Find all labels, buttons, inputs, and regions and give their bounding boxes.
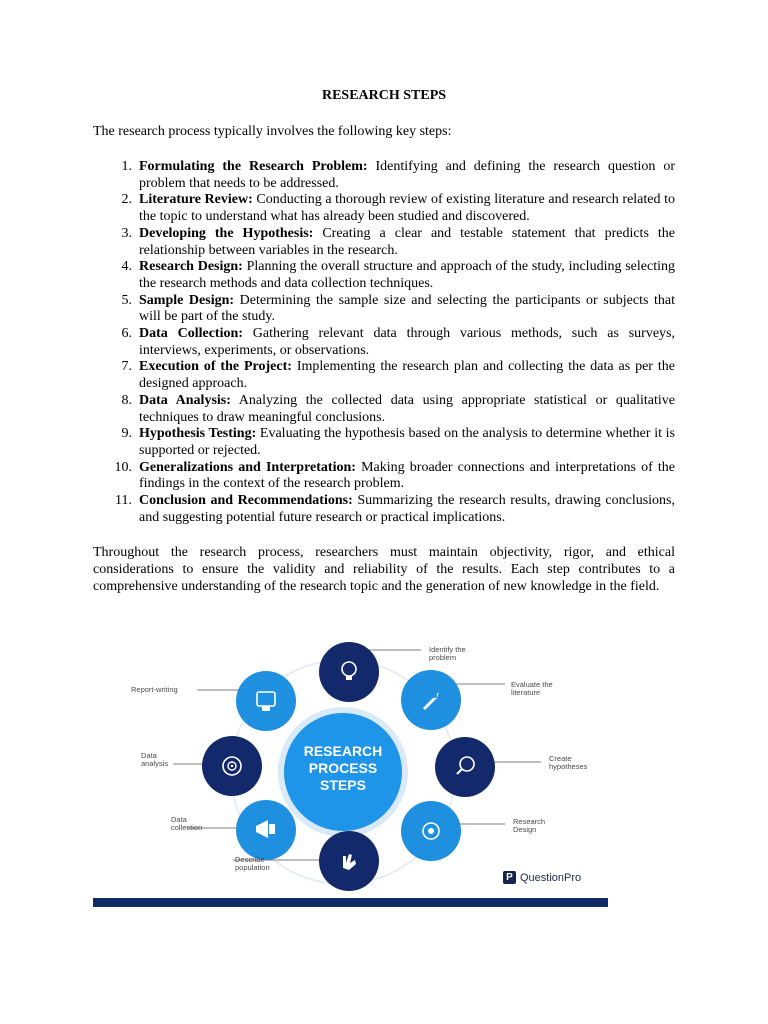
figure-bottom-bar [93, 898, 608, 907]
step-description: Conducting a thorough review of existing literature and research related to the topic to understand what has already been studied and discovered. [139, 192, 676, 225]
step-number: 2. [121, 192, 132, 208]
node-create-hypotheses [435, 737, 495, 797]
step-body [139, 159, 675, 192]
step-body [139, 293, 675, 326]
step-term: Hypothesis Testing: [139, 426, 257, 442]
node-evaluate-literature [401, 670, 461, 730]
step-body [139, 326, 675, 359]
center-title-line-2: PROCESS [308, 760, 378, 776]
questionpro-logo [503, 871, 581, 884]
label-report-writing: Report-writing [131, 685, 178, 694]
step-item [93, 460, 675, 493]
step-description: Planning the overall structure and approach of the study, including selecting the research methods and data collection techniques. [139, 259, 675, 291]
node-data-analysis [202, 736, 262, 796]
step-item [93, 426, 675, 459]
step-number: 9. [121, 426, 132, 442]
step-number: 11. [115, 493, 132, 509]
document-title: RESEARCH STEPS [321, 88, 447, 103]
node-describe-population [319, 831, 379, 891]
step-item [93, 226, 675, 259]
step-description: Analyzing the collected data using appropriate statistical or qualitative techniques to draw meaningful conclusions. [139, 392, 675, 425]
step-description: Summarizing the research results, drawing conclusions, and suggesting potential future research or practical implications. [139, 493, 675, 525]
center-title-line-1: RESEARCH [303, 743, 383, 759]
step-term: Generalizations and Interpretation: [139, 459, 356, 475]
questionpro-logo-mark: P [503, 871, 516, 884]
step-term: Sample Design: [139, 292, 235, 308]
step-body [139, 393, 675, 426]
diagram-graphic [93, 628, 608, 898]
step-description: Determining the sample size and selecting the participants or subjects that will be part of the study. [139, 292, 675, 325]
step-term: Data Analysis: [139, 392, 231, 408]
label-data-collection: Data collection [171, 815, 203, 832]
node-research-design [401, 801, 461, 861]
step-body [139, 359, 675, 392]
label-evaluate-literature: Evaluate the literature [511, 680, 553, 697]
intro-paragraph: The research process typically involves the following key steps: [93, 124, 452, 139]
step-description: Implementing the research plan and collecting the data as per the designed approach. [139, 359, 676, 392]
step-body [139, 460, 675, 493]
label-data-analysis: Data analysis [141, 751, 169, 768]
node-identify-problem [319, 642, 379, 702]
step-number: 8. [121, 392, 132, 408]
step-term: Data Collection: [139, 326, 243, 342]
step-item [93, 192, 675, 225]
step-term: Formulating the Research Problem: [139, 159, 368, 174]
step-item [93, 326, 675, 359]
step-description: Making broader connections and interpretations of the findings in the context of the research problem. [139, 459, 675, 492]
step-item [93, 259, 675, 292]
step-number: 5. [121, 292, 132, 308]
step-body [139, 226, 675, 259]
step-term: Developing the Hypothesis: [139, 225, 314, 241]
step-body [139, 192, 675, 225]
step-number: 10. [114, 459, 132, 475]
step-number: 7. [121, 359, 132, 375]
step-term: Research Design: [139, 259, 243, 275]
step-term: Literature Review: [139, 192, 253, 208]
label-research-design: Research Design [513, 817, 546, 834]
step-term: Conclusion and Recommendations: [139, 493, 353, 509]
label-identify-problem: Identify the problem [429, 645, 466, 662]
label-create-hypotheses: Create hypotheses [549, 754, 588, 771]
step-body [139, 493, 675, 526]
steps-list [93, 159, 675, 526]
research-process-diagram [93, 628, 608, 908]
label-describe-population: Describe population [235, 855, 270, 872]
step-term: Execution of the Project: [139, 359, 292, 375]
step-description: Identifying and defining the research question or problem that needs to be addressed. [139, 159, 675, 191]
step-description: Creating a clear and testable statement that predicts the relationship between variables in the research. [139, 225, 675, 258]
step-number: 3. [121, 225, 132, 241]
node-report-writing [236, 671, 296, 731]
step-number: 4. [121, 259, 132, 275]
step-description: Evaluating the hypothesis based on the analysis to determine whether it is supported or rejected. [139, 426, 675, 458]
step-item [93, 493, 675, 526]
questionpro-logo-text: QuestionPro [520, 871, 582, 884]
step-number: 1. [121, 159, 132, 174]
center-title-line-3: STEPS [320, 777, 366, 793]
step-item [93, 393, 675, 426]
step-number: 6. [121, 326, 132, 342]
step-item [93, 359, 675, 392]
closing-paragraph: Throughout the research process, researchers must maintain objectivity, rigor, and ethical considerations to ensure the validity and reliability of the results. Each step contributes to a comprehensive understanding of the research topic and the generation of new knowledge in the field. [93, 545, 675, 594]
step-item [93, 159, 675, 192]
node-data-collection [236, 800, 296, 860]
step-body [139, 259, 675, 292]
step-description: Gathering relevant data through various methods, such as surveys, interviews, experiments, or observations. [139, 326, 676, 358]
step-item [93, 293, 675, 326]
step-body [139, 426, 675, 459]
